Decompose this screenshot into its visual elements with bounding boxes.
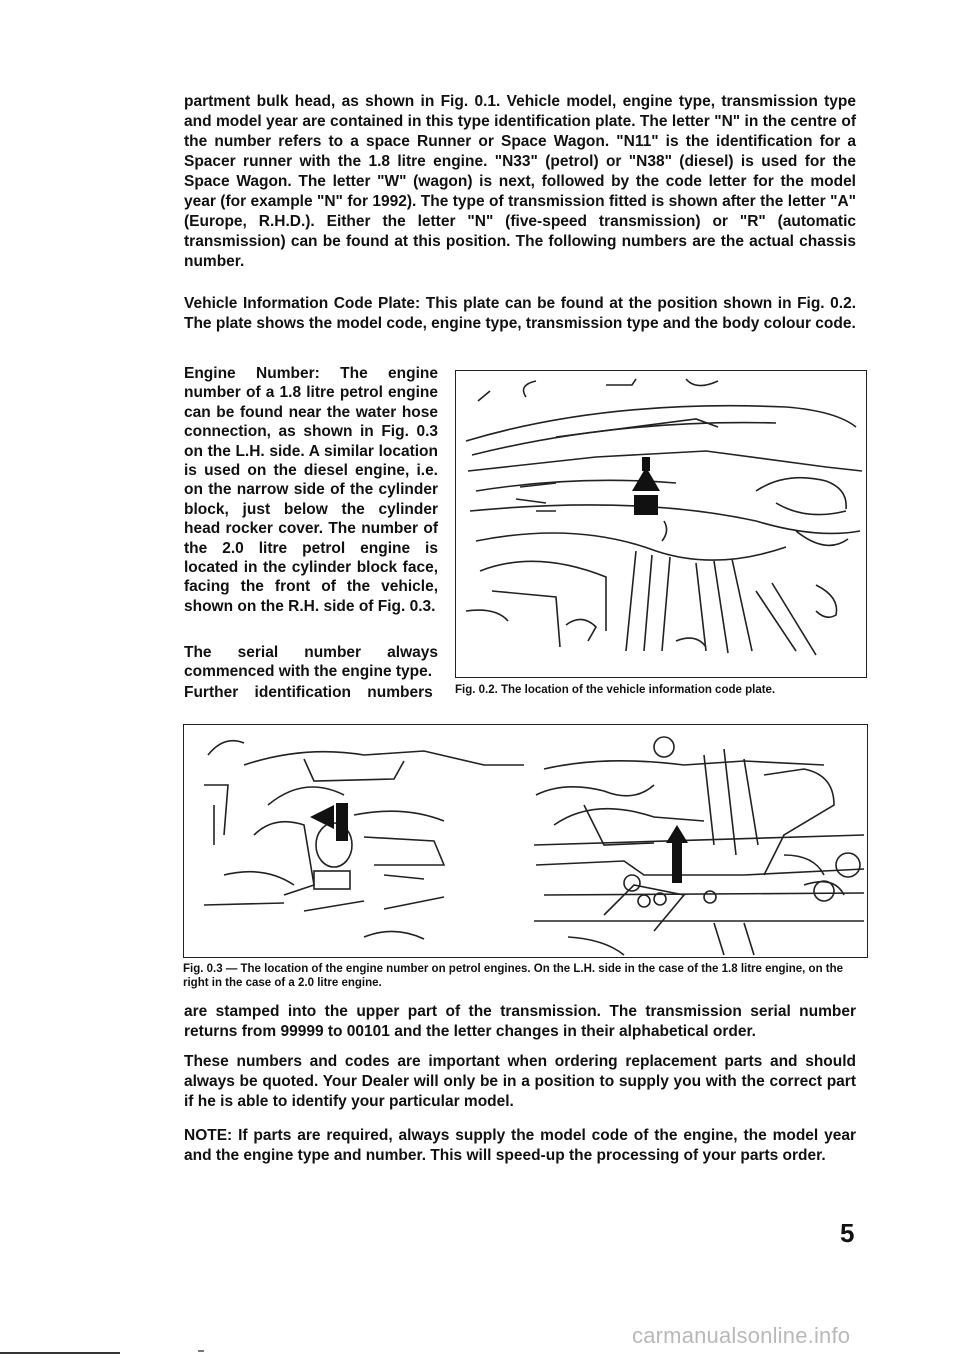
text-engine-number: The engine number of a 1.8 litre petrol engine can be found near the water hose connection, as shown in Fig. 0.3 on the L.H. side. A similar location is used on the diesel engine, i.e. on the narrow side of the cylinder block, just below the cylinder head rocker cover. The number of the 2.0 litre petrol engine is located in the cylinder block face, facing the front of the vehicle, shown on the R.H. side of Fig. 0.3.	[184, 365, 439, 615]
paragraph-vehicle-information-code-plate	[184, 294, 856, 334]
engine-bay-illustration-fig-0-2	[456, 371, 866, 677]
note-text: If parts are required, always supply the model code of the engine, the model year and the engine type and number. This will speed-up the processing of your parts order.	[184, 1127, 856, 1164]
note-label: NOTE:	[184, 1127, 233, 1144]
caption-fig-0-2: Fig. 0.2. The location of the vehicle information code plate.	[455, 684, 776, 696]
paragraph-serial-number: The serial number always commenced with the engine type.	[184, 644, 438, 681]
heading-vehicle-information-code-plate: Vehicle Information Code Plate:	[184, 295, 421, 312]
footer-rule	[0, 1352, 120, 1354]
paragraph-transmission-serial: are stamped into the upper part of the transmission. The transmission serial number returns from 99999 to 00101 and the letter changes in their alphabetical order.	[184, 1003, 856, 1040]
engine-illustration-fig-0-3	[184, 725, 867, 957]
paragraph-replacement-parts: These numbers and codes are important when ordering replacement parts and should always be quoted. Your Dealer will only be in a position to supply you with the correct part if he is able to identify your particular model.	[184, 1053, 856, 1110]
heading-engine-number: Engine Number:	[184, 365, 320, 382]
paragraph-further-identification: Further identification numbers	[184, 684, 433, 701]
paragraph-type-identification: partment bulk head, as shown in Fig. 0.1. Vehicle model, engine type, transmission type and model year are contained in this type identification plate. The letter "N" in the centre of the number refers to a space Runner or Space Wagon. "N11" is the identification for a Spacer runner with the 1.8 litre engine. "N33" (petrol) or "N38" (diesel) is used for the Space Wagon. The letter "W" (wagon) is next, followed by the code letter for the model year (for example "N" for 1992). The type of transmission fitted is shown after the letter "A" (Europe, R.H.D.). Either the letter "N" (five-speed transmission) or "R" (automatic transmission) can be found at this position. The following numbers are the actual chassis number.	[184, 93, 856, 270]
caption-fig-0-3: Fig. 0.3 — The location of the engine number on petrol engines. On the L.H. side in the case of the 1.8 litre engine, on the right in the case of a 2.0 litre engine.	[183, 963, 844, 989]
page-number: 5	[840, 1218, 855, 1248]
figure-0-2-vehicle-information-plate	[455, 370, 867, 678]
paragraph-note	[184, 1126, 856, 1166]
paragraph-engine-number	[184, 364, 438, 616]
watermark-text: carmanualsonline.info	[632, 1323, 851, 1348]
footer-dash	[198, 1350, 204, 1352]
text-vehicle-information-code-plate: This plate can be found at the position shown in Fig. 0.2. The plate shows the model code, engine type, transmission type and the body colour code.	[184, 295, 856, 332]
figure-0-3-engine-number-location	[183, 724, 868, 958]
